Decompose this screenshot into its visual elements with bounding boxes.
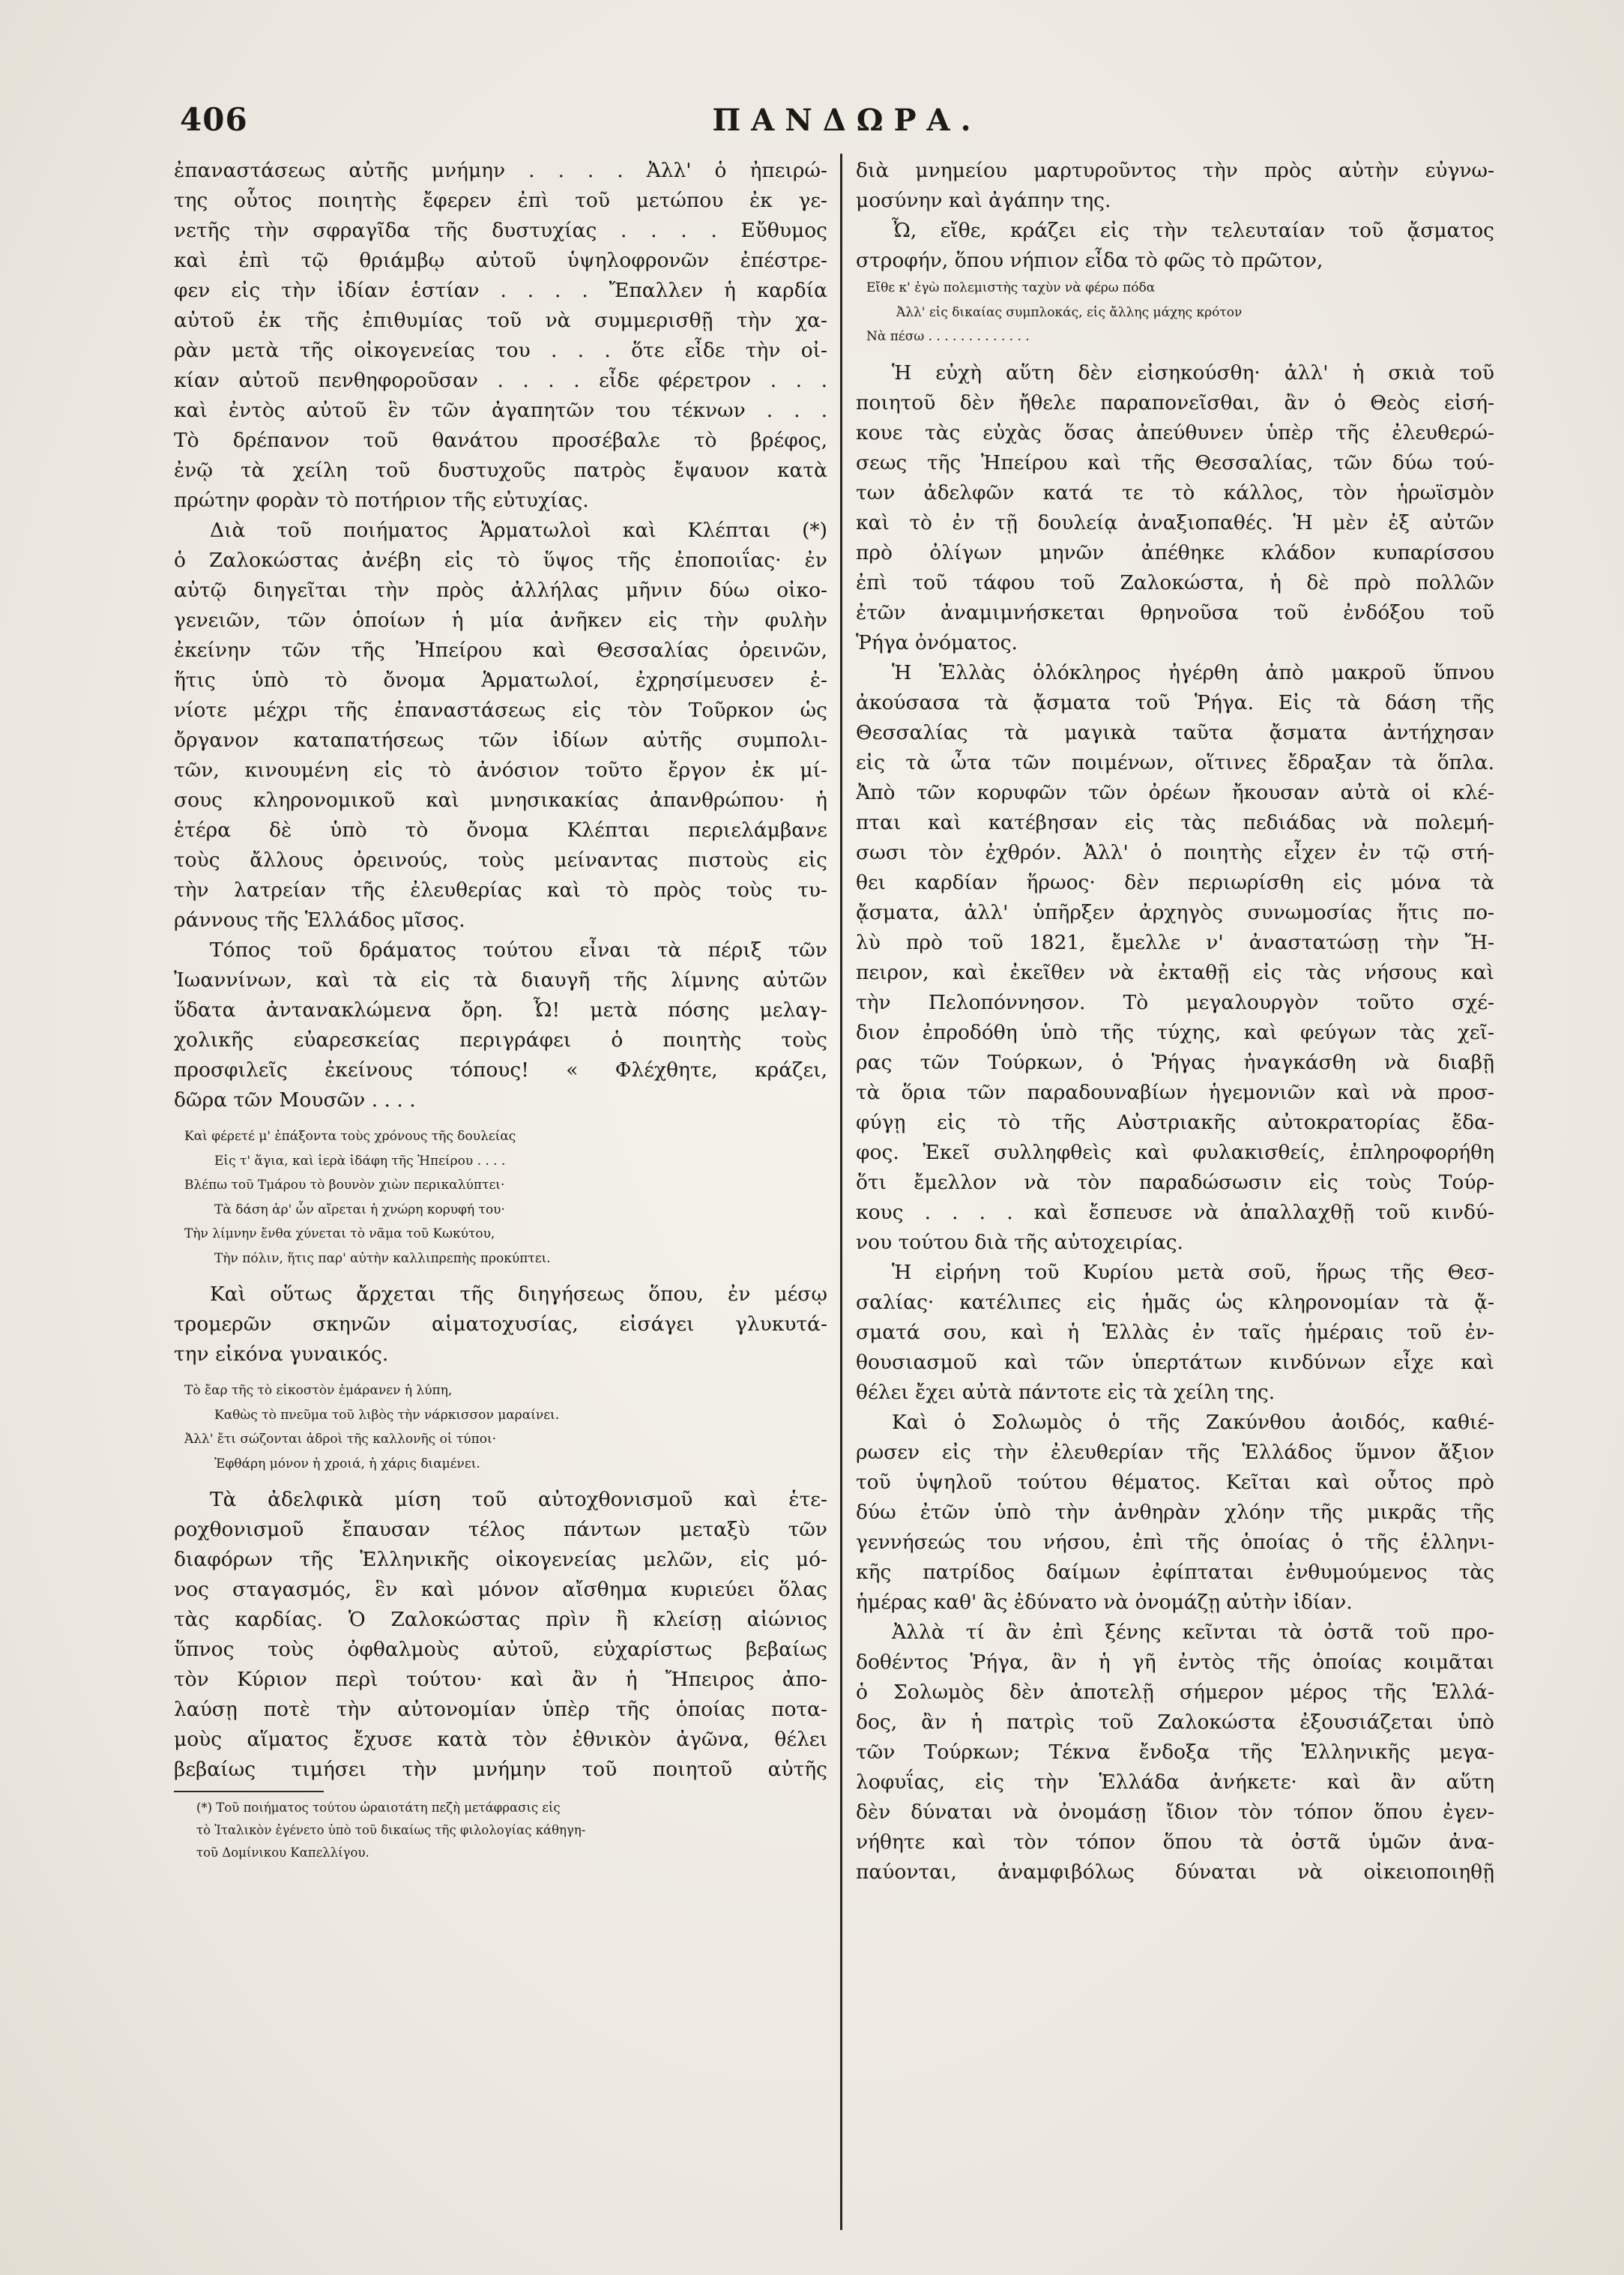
text-line: τοῦ ὑψηλοῦ τούτου θέματος. Κεῖται καὶ οὗτος πρὸ xyxy=(856,1470,1494,1494)
text-line: χολικῆς εὐαρεσκείας περιγράφει ὁ ποιητὴς τοὺς xyxy=(174,1028,827,1052)
text-line: Τόπος τοῦ δράματος τούτου εἶναι τὰ πέριξ τῶν xyxy=(210,938,827,962)
text-line: ὕδατα ἀντανακλώμενα ὄρη. Ὦ! μετὰ πόσης μελαγ- xyxy=(174,998,827,1022)
verse-line: Εἴθε κ' ἐγὼ πολεμιστὴς ταχὺν νὰ φέρω πόδα xyxy=(866,280,1156,295)
text-line: φεν εἰς τὴν ἰδίαν ἑστίαν . . . . Ἔπαλλεν ἡ καρδία xyxy=(174,279,827,302)
text-line: τὴν λατρείαν τῆς ἐλευθερίας καὶ τὸ πρὸς τοὺς τυ- xyxy=(174,879,827,902)
text-line: τὰς καρδίας. Ὁ Ζαλοκώστας πρὶν ἢ κλείσῃ αἰώνιος xyxy=(174,1608,827,1631)
text-line: ἐκείνην τῶν τῆς Ἠπείρου καὶ Θεσσαλίας ὀρεινῶν, xyxy=(174,639,827,662)
text-line: θέλει ἔχει αὐτὰ πάντοτε εἰς τὰ χείλη της. xyxy=(856,1380,1276,1404)
text-line: κῆς πατρίδος δαίμων ἐφίπταται ἐνθυμούμενος τὰς xyxy=(856,1560,1494,1584)
text-line: Καὶ ὁ Σολωμὸς ὁ τῆς Ζακύνθου ἀοιδός, καθιέ- xyxy=(892,1410,1494,1434)
text-line: ἑτέρα δὲ ὑπὸ τὸ ὄνομα Κλέπται περιελάμβανε xyxy=(174,819,827,842)
text-line: θουσιασμοῦ καὶ τῶν ὑπερτάτων κινδύνων εἶχε καὶ xyxy=(856,1350,1494,1374)
spacer xyxy=(174,1476,827,1485)
spacer xyxy=(174,1115,827,1124)
text-line: προσφιλεῖς ἐκείνους τόπους! « Φλέχθητε, κράζει, xyxy=(174,1058,827,1082)
text-line: νος σταγασμός, ἓν καὶ μόνον αἴσθημα κυριεύει ὅλας xyxy=(174,1578,827,1601)
text-line: ἡμέρας καθ' ἃς ἐδύνατο νὰ ὀνομάζῃ αὐτὴν ἰδίαν. xyxy=(856,1590,1353,1614)
text-line: ρὰν μετὰ τῆς οἰκογενείας του . . . ὅτε εἶδε τὴν οἰ- xyxy=(174,339,827,362)
text-line: διαφόρων τῆς Ἑλληνικῆς οἰκογενείας μελῶν, εἰς μό- xyxy=(174,1548,827,1571)
verse-line: Ἐφθάρη μόνον ἡ χροιά, ἡ χάρις διαμένει. xyxy=(214,1456,480,1471)
text-line: τῶν, κινουμένη εἰς τὸ ἀνόσιον τοῦτο ἔργον ἐκ μί- xyxy=(174,759,827,782)
page-number: 406 xyxy=(180,101,248,138)
verse-line: Τὰ δάση ἀρ' ὧν αἴρεται ἡ χνώρη κορυφή του· xyxy=(214,1202,505,1217)
spacer xyxy=(856,349,1494,358)
text-line: δῶρα τῶν Μουσῶν . . . . xyxy=(174,1088,416,1112)
text-line: ὄργανον καταπατήσεως τῶν ἰδίων αὐτῆς συμπολι- xyxy=(174,729,827,752)
verse-line: Τὸ ἔαρ τῆς τὸ εἰκοστὸν ἐμάρανεν ἡ λύπη, xyxy=(184,1383,453,1398)
text-line: νου τούτου διὰ τῆς αὐτοχειρίας. xyxy=(856,1230,1183,1254)
verse-line: Νὰ πέσω . . . . . . . . . . . . . xyxy=(866,329,1030,344)
text-line: φος. Ἐκεῖ συλληφθεὶς καὶ φυλακισθείς, ἐπληροφορήθη xyxy=(856,1140,1494,1164)
text-line: πται καὶ κατέβησαν εἰς τὰς πεδιάδας νὰ πολεμή- xyxy=(856,810,1494,834)
text-line: ἐπαναστάσεως αὐτῆς μνήμην . . . . Ἀλλ' ὁ ἠπειρώ- xyxy=(174,159,827,182)
text-line: γεννήσεώς του νήσου, ἐπὶ τῆς ὁποίας ὁ τῆς ἑλληνι- xyxy=(856,1530,1494,1554)
text-line: ἐτῶν ἀναμιμνήσκεται θρηνοῦσα τοῦ ἐνδόξου τοῦ xyxy=(856,600,1494,624)
text-line: σαλίας· κατέλιπες εἰς ἡμᾶς ὡς κληρονομίαν τὰ ᾄ- xyxy=(856,1290,1494,1314)
text-line: κους . . . . καὶ ἔσπευσε νὰ ἀπαλλαχθῇ τοῦ κινδύ- xyxy=(856,1200,1494,1224)
text-line: δοθέντος Ῥήγα, ἂν ἡ γῆ ἐντὸς τῆς ὁποίας κοιμᾶται xyxy=(856,1650,1494,1674)
verse-line: Ἀλλ' εἰς δικαίας συμπλοκάς, εἰς ἄλλης μάχης κρότον xyxy=(896,304,1243,320)
text-line: Ἡ εὐχὴ αὕτη δὲν εἰσηκούσθη· ἀλλ' ἡ σκιὰ τοῦ xyxy=(892,361,1494,385)
text-line: λαύσῃ ποτὲ τὴν αὐτονομίαν ὑπὲρ τῆς ὁποίας ποτα- xyxy=(174,1698,827,1721)
text-line: διον ἐπροδόθη ὑπὸ τῆς τύχης, καὶ φεύγων τὰς χεῖ- xyxy=(856,1020,1494,1044)
text-line: θει καρδίαν ἥρωος· δὲν περιωρίσθη εἰς μόνα τὰ xyxy=(856,870,1494,894)
text-line: εἰς τὰ ὦτα τῶν ποιμένων, οἵτινες ἔδραξαν τὰ ὅπλα. xyxy=(856,750,1494,774)
text-line: κίαν αὐτοῦ πενθηφοροῦσαν . . . . εἶδε φέρετρον . . . xyxy=(174,369,827,392)
footnote-rule xyxy=(174,1791,324,1792)
text-line: ἀκούσασα τὰ ᾄσματα τοῦ Ῥήγα. Εἰς τὰ δάση τῆς xyxy=(856,690,1494,714)
text-line: σωσι τὸν ἐχθρόν. Ἀλλ' ὁ ποιητὴς εἶχεν ἐν τῷ στή- xyxy=(856,840,1494,864)
text-line: σματά σου, καὶ ἡ Ἑλλὰς ἐν ταῖς ἡμέραις τοῦ ἐν- xyxy=(856,1320,1494,1344)
text-line: σεως τῆς Ἠπείρου καὶ τῆς Θεσσαλίας, τῶν δύω τού- xyxy=(856,451,1494,474)
text-line: τὴν Πελοπόννησον. Τὸ μεγαλουργὸν τοῦτο σχέ- xyxy=(856,990,1494,1014)
text-line: δύω ἐτῶν ὑπὸ τὴν ἀνθηρὰν χλόην τῆς μικρᾶς τῆς xyxy=(856,1500,1494,1524)
text-line: δὲν δύναται νὰ ὀνομάσῃ ἴδιον τὸν τόπον ὅπου ἐγεν- xyxy=(856,1800,1494,1824)
verse-line: Τὴν λίμνην ἔνθα χύνεται τὸ νᾶμα τοῦ Κωκύτου, xyxy=(184,1226,495,1241)
text-line: κουε τὰς εὐχὰς ὅσας ἀπεύθυνεν ὑπὲρ τῆς ἐλευθερώ- xyxy=(856,421,1494,445)
verse-line: Τὴν πόλιν, ἥτις παρ' αὐτὴν καλλιπρεπὴς προκύπτει. xyxy=(214,1250,551,1266)
text-line: αὐτῷ διηγεῖται τὴν πρὸς ἀλλήλας μῆνιν δύω οἰκο- xyxy=(174,579,827,602)
text-line: καὶ ἐντὸς αὐτοῦ ἓν τῶν ἀγαπητῶν του τέκνων . . . xyxy=(174,399,827,422)
text-line: νετῆς τὴν σφραγῖδα τῆς δυστυχίας . . . . Εὔθυμος xyxy=(174,219,827,242)
text-line: λοφυΐας, εἰς τὴν Ἑλλάδα ἀνήκετε· καὶ ἂν αὕτη xyxy=(856,1770,1494,1794)
text-line: Ἡ εἰρήνη τοῦ Κυρίου μετὰ σοῦ, ἥρως τῆς Θεσ- xyxy=(892,1260,1494,1284)
text-line: τὸν Κύριον περὶ τούτου· καὶ ἂν ἡ Ἤπειρος ἀπο- xyxy=(174,1668,827,1691)
text-line: τοὺς ἄλλους ὀρεινούς, τοὺς μείναντας πιστοὺς εἰς xyxy=(174,849,827,872)
text-line: στροφήν, ὅπου νήπιον εἶδα τὸ φῶς τὸ πρῶτον, xyxy=(856,249,1323,272)
text-line: καὶ ἐπὶ τῷ θριάμβῳ αὐτοῦ ὑψηλοφρονῶν ἐπέστρε- xyxy=(174,249,827,272)
text-line: των ἀδελφῶν κατά τε τὸ κάλλος, τὸν ἡρωϊσμὸν xyxy=(856,480,1494,504)
text-line: μοσύνην καὶ ἀγάπην της. xyxy=(856,189,1111,212)
text-line: την εἰκόνα γυναικός. xyxy=(174,1343,389,1366)
spacer xyxy=(174,1369,827,1378)
text-line: ρας τῶν Τούρκων, ὁ Ῥήγας ἠναγκάσθη νὰ διαβῇ xyxy=(856,1050,1494,1074)
text-line: διὰ μνημείου μαρτυροῦντος τὴν πρὸς αὐτὴν εὐγνω- xyxy=(856,159,1494,182)
footnote-line: τὸ Ἰταλικὸν ἐγένετο ὑπὸ τοῦ δικαίως τῆς φιλολογίας κάθηγη- xyxy=(196,1823,586,1837)
footnote-line: (*) Τοῦ ποιήματος τούτου ὡραιοτάτη πεζὴ μετάφρασις εἰς xyxy=(196,1801,561,1815)
text-line: ὅτι ἔμελλον νὰ τὸν παραδώσωσιν εἰς τοὺς Τούρ- xyxy=(856,1170,1494,1194)
text-line: Καὶ οὕτως ἄρχεται τῆς διηγήσεως ὅπου, ἐν μέσῳ xyxy=(210,1283,827,1306)
running-head xyxy=(180,101,1514,146)
text-line: ὁ Ζαλοκώστας ἀνέβη εἰς τὸ ὕψος τῆς ἐποποιΐας· ἐν xyxy=(174,549,827,572)
text-line: ἐνῷ τὰ χείλη τοῦ δυστυχοῦς πατρὸς ἔψαυον κατὰ xyxy=(174,459,827,482)
text-line: δος, ἂν ἡ πατρὶς τοῦ Ζαλοκώστα ἐξουσιάζεται ὑπὸ xyxy=(856,1710,1494,1734)
text-line: Διὰ τοῦ ποιήματος Ἁρματωλοὶ καὶ Κλέπται (*) xyxy=(210,519,827,542)
text-line: ροχθονισμοῦ ἔπαυσαν τέλος πάντων μεταξὺ τῶν xyxy=(174,1518,827,1541)
text-line: ράννους τῆς Ἑλλάδος μῖσος. xyxy=(174,909,465,932)
column-rule xyxy=(840,154,842,2230)
text-line: Ἀλλὰ τί ἂν ἐπὶ ξένης κεῖνται τὰ ὀστᾶ τοῦ προ- xyxy=(892,1620,1494,1644)
text-line: τὰ ὅρια τῶν παραδουναβίων ἡγεμονιῶν καὶ νὰ προσ- xyxy=(856,1080,1494,1104)
text-line: ἐπὶ τοῦ τάφου τοῦ Ζαλοκώστα, ἡ δὲ πρὸ πολλῶν xyxy=(856,570,1494,594)
text-line: Ῥήγα ὀνόματος. xyxy=(856,630,1018,654)
text-line: γενειῶν, τῶν ὁποίων ἡ μία ἀνῆκεν εἰς τὴν φυλὴν xyxy=(174,609,827,632)
text-line: ρωσεν εἰς τὴν ἐλευθερίαν τῆς Ἑλλάδος ὕμνον ἄξιον xyxy=(856,1440,1494,1464)
text-line: πρώτην φορὰν τὸ ποτήριον τῆς εὐτυχίας. xyxy=(174,489,589,512)
text-line: παύονται, ἀναμφιβόλως δύναται νὰ οἰκειοποιηθῇ xyxy=(856,1860,1494,1884)
verse-line: Ἀλλ' ἔτι σώζονται ἀδροὶ τῆς καλλονῆς οἱ τύποι· xyxy=(184,1432,497,1447)
text-line: σους κληρονομικοῦ καὶ μνησικακίας ἀπανθρώπου· ἡ xyxy=(174,789,827,812)
left-column xyxy=(174,156,827,1864)
text-line: ποιητοῦ δὲν ἤθελε παραπονεῖσθαι, ἂν ὁ Θεὸς εἰσή- xyxy=(856,391,1494,415)
text-line: ὕπνος τοὺς ὀφθαλμοὺς αὐτοῦ, εὐχαρίστως βεβαίως xyxy=(174,1638,827,1661)
text-line: πειρον, καὶ ἐκεῖθεν νὰ ἐκταθῇ εἰς τὰς νήσους καὶ xyxy=(856,960,1494,984)
text-line: Ἀπὸ τῶν κορυφῶν τῶν ὀρέων ἤκουσαν αὐτὰ οἱ κλέ- xyxy=(856,780,1494,804)
text-line: φύγῃ εἰς τὸ τῆς Αὐστριακῆς αὐτοκρατορίας ἔδα- xyxy=(856,1110,1494,1134)
text-line: λὺ πρὸ τοῦ 1821, ἔμελλε ν' ἀναστατώσῃ τὴν Ἤ- xyxy=(856,930,1494,954)
text-line: ἥτις ὑπὸ τὸ ὄνομα Ἁρματωλοί, ἐχρησίμευσεν ἐ- xyxy=(174,669,827,692)
text-line: Ἡ Ἑλλὰς ὁλόκληρος ἠγέρθη ἀπὸ μακροῦ ὕπνου xyxy=(892,660,1494,684)
text-line: νίοτε μέχρι τῆς ἐπαναστάσεως εἰς τὸν Τοῦρκον ὡς xyxy=(174,699,827,722)
verse-line: Καὶ φέρετέ μ' ἐπάξοντα τοὺς χρόνους τῆς δουλείας xyxy=(184,1129,516,1144)
text-line: Τὸ δρέπανον τοῦ θανάτου προσέβαλε τὸ βρέφος, xyxy=(174,429,827,452)
footnote-line: τοῦ Δομίνικου Καπελλίγου. xyxy=(196,1845,369,1860)
text-line: Θεσσαλίας τὰ μαγικὰ ταῦτα ᾄσματα ἀντήχησαν xyxy=(856,720,1494,744)
verse-line: Βλέπω τοῦ Τμάρου τὸ βουνὸν χιὼν περικαλύπτει· xyxy=(184,1178,505,1193)
text-line: αὐτοῦ ἐκ τῆς ἐπιθυμίας τοῦ νὰ συμμερισθῇ τὴν χα- xyxy=(174,309,827,332)
text-line: νήθητε καὶ τὸν τόπον ὅπου τὰ ὀστᾶ ὑμῶν ἀνα- xyxy=(856,1830,1494,1854)
text-line: Ἰωαννίνων, καὶ τὰ εἰς τὰ διαυγῆ τῆς λίμνης αὐτῶν xyxy=(174,968,827,992)
text-line: μοὺς αἵματος ἔχυσε κατὰ τὸν ἐθνικὸν ἀγῶνα, θέλει xyxy=(174,1728,827,1751)
verse-line: Εἰς τ' ἅγια, καὶ ἱερὰ ἰδάφη τῆς Ἠπείρου . . . . xyxy=(214,1153,506,1169)
text-line: καὶ τὸ ἐν τῇ δουλείᾳ ἀναξιοπαθές. Ἡ μὲν ἐξ αὐτῶν xyxy=(856,510,1494,534)
text-line: πρὸ ὀλίγων μηνῶν ἀπέθηκε κλάδον κυπαρίσσου xyxy=(856,540,1494,564)
text-line: ᾄσματα, ἀλλ' ὑπῆρξεν ἀρχηγὸς συνωμοσίας ἥτις πο- xyxy=(856,900,1494,924)
text-line: της οὗτος ποιητὴς ἔφερεν ἐπὶ τοῦ μετώπου ἐκ γε- xyxy=(174,189,827,212)
right-column xyxy=(856,156,1494,1887)
text-line: βεβαίως τιμήσει τὴν μνήμην τοῦ ποιητοῦ αὐτῆς xyxy=(174,1758,827,1781)
spacer xyxy=(174,1271,827,1280)
text-line: τῶν Τούρκων; Τέκνα ἔνδοξα τῆς Ἑλληνικῆς μεγα- xyxy=(856,1740,1494,1764)
text-line: τρομερῶν σκηνῶν αἱματοχυσίας, εἰσάγει γλυκυτά- xyxy=(174,1313,827,1336)
text-line: ὁ Σολωμὸς δὲν ἀποτελῇ σήμερον μέρος τῆς Ἑλλά- xyxy=(856,1680,1494,1704)
text-line: Ὦ, εἴθε, κράζει εἰς τὴν τελευταίαν τοῦ ᾄσματος xyxy=(892,219,1494,242)
verse-line: Καθὼς τὸ πνεῦμα τοῦ λιβὸς τὴν νάρκισσον μαραίνει. xyxy=(214,1407,560,1423)
text-line: Τὰ ἀδελφικὰ μίση τοῦ αὐτοχθονισμοῦ καὶ ἑτε- xyxy=(210,1488,827,1511)
journal-title: ΠΑΝΔΩΡΑ. xyxy=(712,103,982,138)
